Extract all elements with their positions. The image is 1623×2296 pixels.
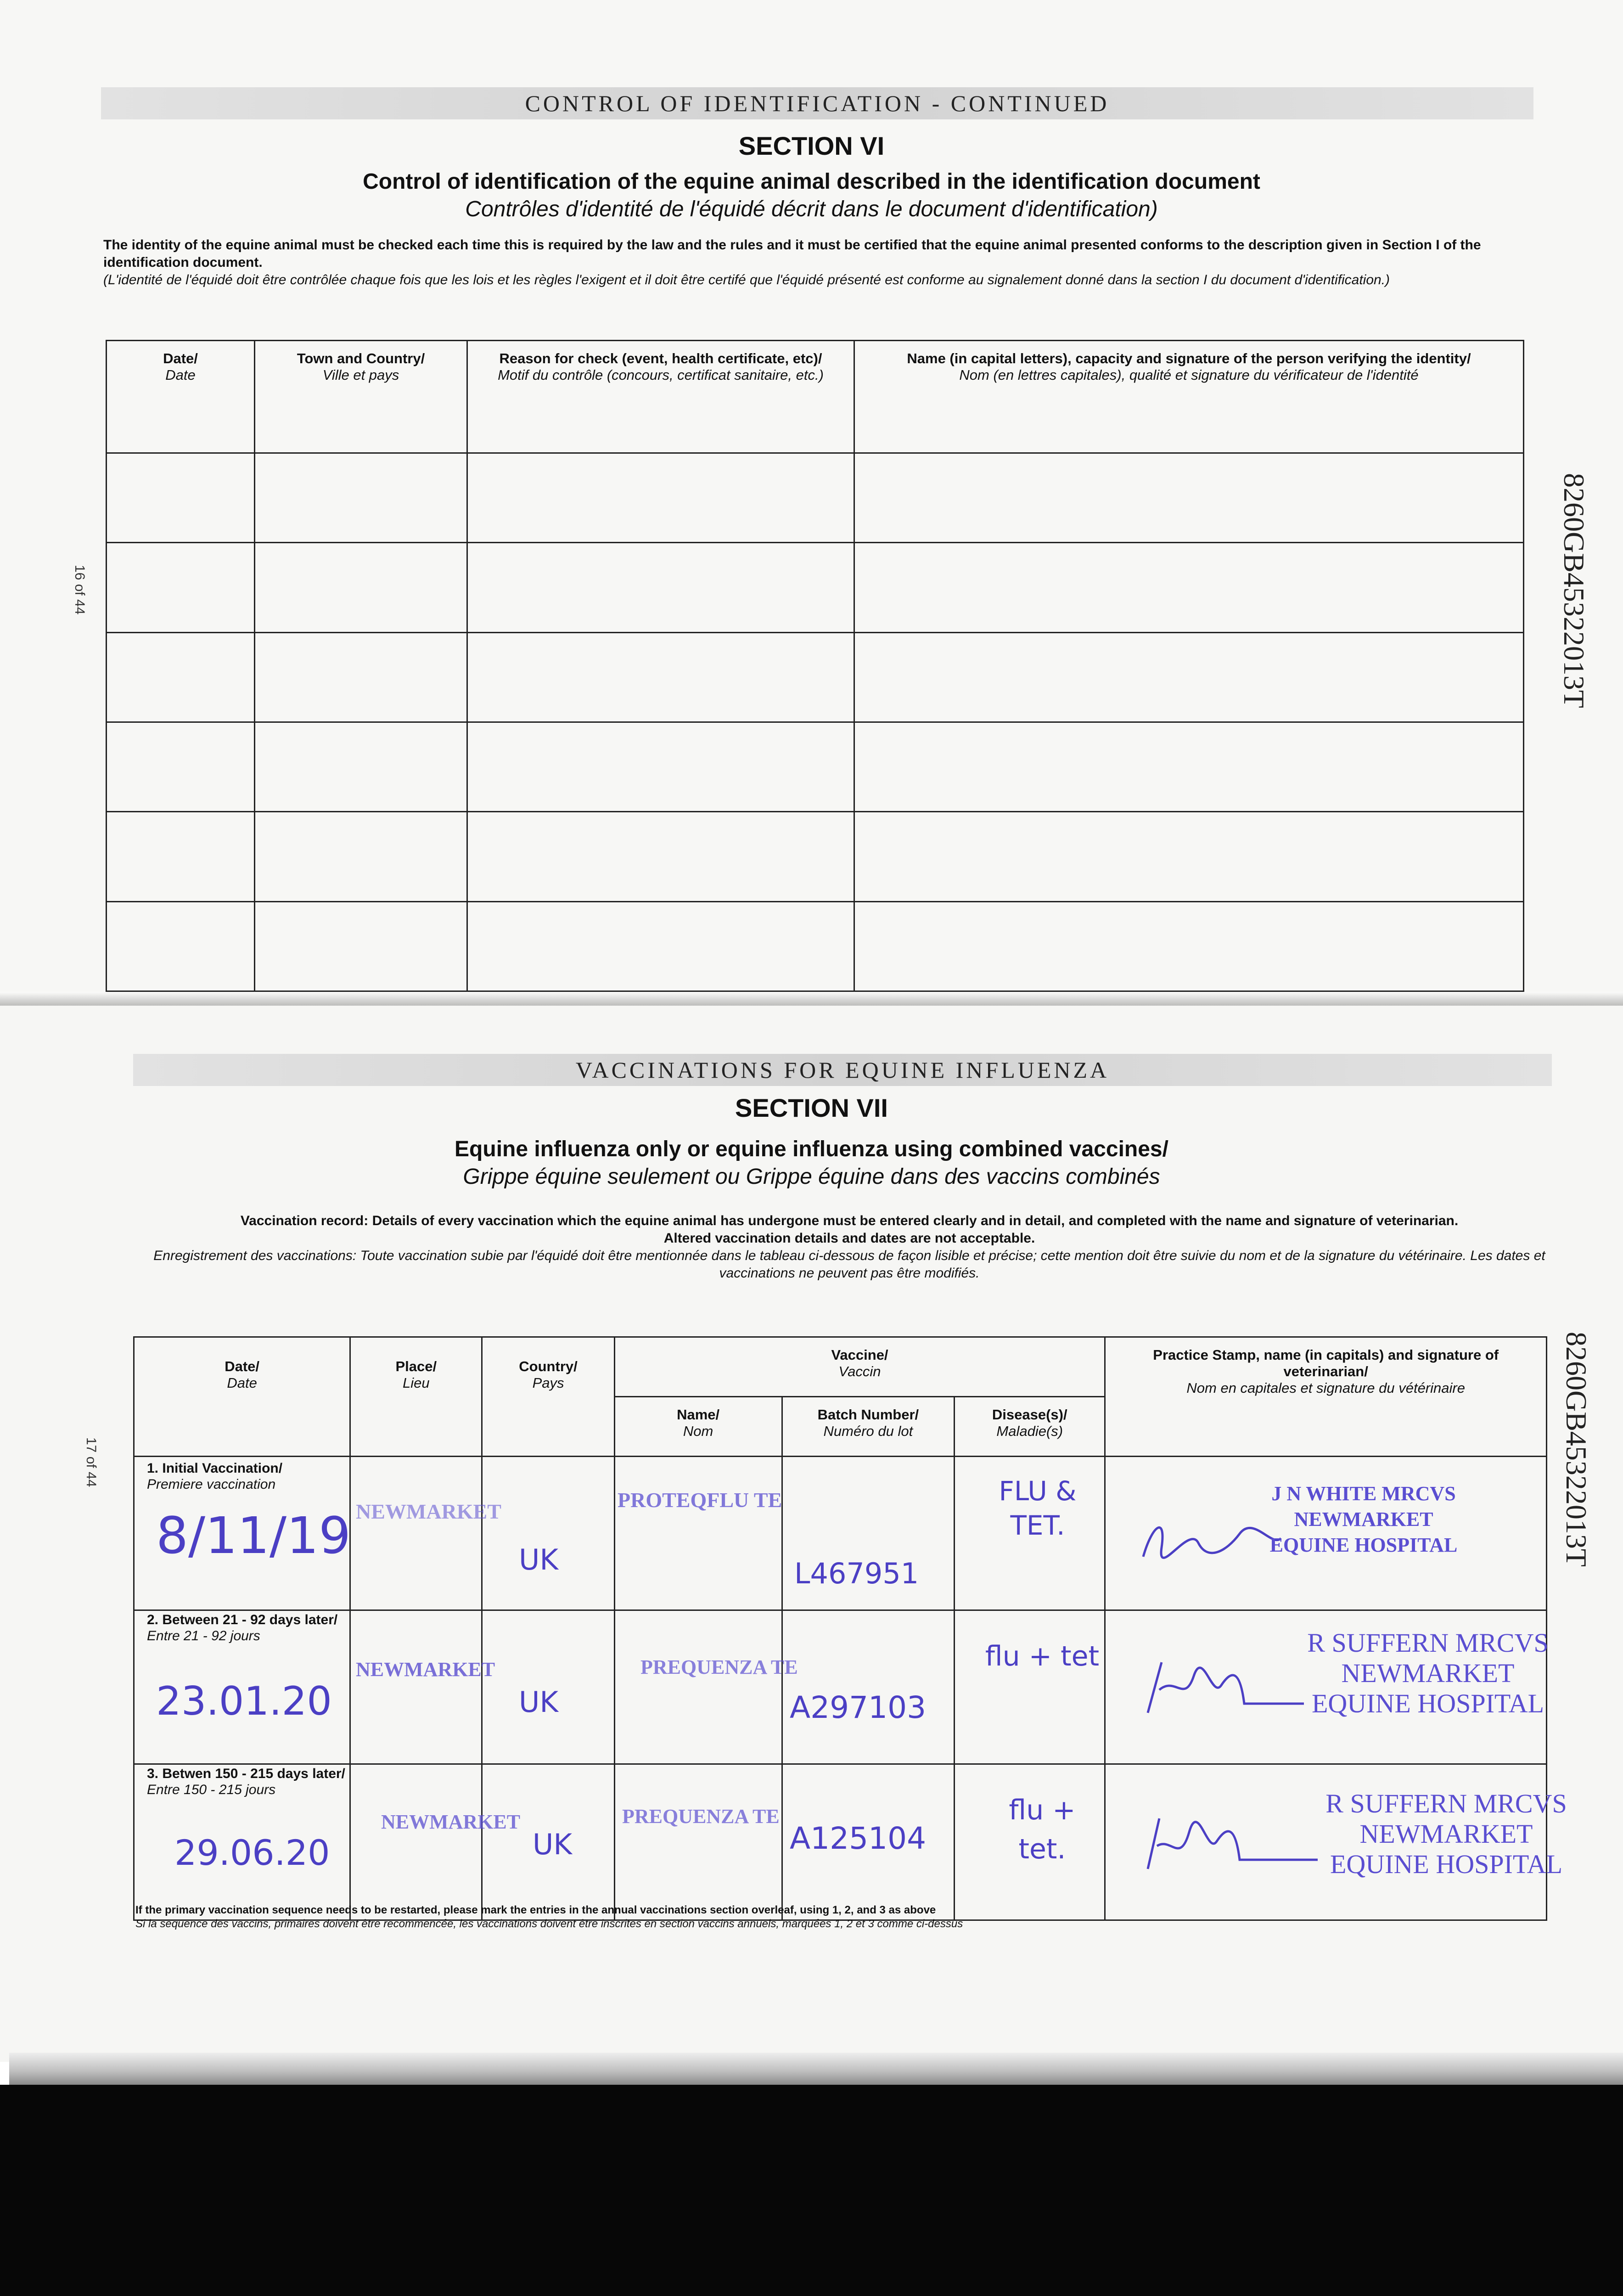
row2-place-stamp: NEWMARKET (356, 1658, 495, 1681)
restart-footnote: If the primary vaccination sequence needs to be restarted, please mark the entries in the annual vaccinations section overleaf, using 1, 2, and 3 as above Si la sequence des vaccins, primaires doivent être recommencée, les vaccinations doivent être inscrites en section vaccins annuels, marquées 1, 2 et 3 comme ci-dessus (135, 1904, 963, 1930)
row1-label: 1. Initial Vaccination/ Premiere vaccination (147, 1461, 283, 1492)
row1-date: 8/11/19 (156, 1506, 351, 1565)
row2-signature (1134, 1649, 1309, 1722)
row3-label: 3. Betwen 150 - 215 days later/ Entre 150 - 215 jours (147, 1766, 345, 1797)
section-vi-banner: CONTROL OF IDENTIFICATION - CONTINUED (101, 87, 1533, 119)
row3-vaccine-stamp: PREQUENZA TE (622, 1805, 780, 1828)
row3-place-stamp: NEWMARKET (381, 1811, 521, 1833)
scanner-background (0, 2085, 1623, 2296)
vcol-place: Place/ Lieu (350, 1337, 482, 1457)
row2-vaccine-stamp: PREQUENZA TE (640, 1656, 798, 1678)
table-row (107, 812, 1524, 901)
col-reason: Reason for check (event, health certificate, etc)/ Motif du contrôle (concours, certificat sanitaire, etc.) (467, 341, 854, 453)
row1-batch: L467951 (794, 1557, 919, 1590)
record-en2: Altered vaccination details and dates are not acceptable. (663, 1231, 1035, 1246)
row1-country: UK (519, 1543, 559, 1576)
instruction-fr: (L'identité de l'équidé doit être contrôlée chaque fois que les lois et les règles l'exigent et il doit être certifé que l'équidé présenté est conforme au signalement donné dans la section I du document d'identification.) (103, 272, 1390, 287)
instruction-en: The identity of the equine animal must be checked each time this is required by the law and the rules and it must be certified that the equine animal presented conforms to the description given in Section I of the identification document. (103, 237, 1481, 270)
vaccination-record-instructions (138, 1212, 1561, 1282)
record-label: Vaccination record: (240, 1213, 369, 1228)
row2-country: UK (519, 1685, 559, 1719)
col-date: Date/ Date (107, 341, 255, 453)
vcol-vaccine: Vaccine/ Vaccin (614, 1337, 1105, 1397)
row3-vet-stamp: R SUFFERN MRCVS NEWMARKET EQUINE HOSPITAL (1325, 1789, 1567, 1879)
page-number-lower: 17 of 44 (84, 1437, 99, 1487)
identification-check-table (106, 340, 1524, 992)
row1-disease: FLU & TET. (999, 1475, 1077, 1541)
passport-number-lower: 8260GB45322013T (1560, 1332, 1593, 1567)
row1-vet-stamp: J N WHITE MRCVS NEWMARKET EQUINE HOSPITAL (1269, 1482, 1458, 1556)
section-vi-subtitle-en: Control of identification of the equine animal described in the identification document (363, 169, 1260, 194)
vcol-country: Country/ Pays (482, 1337, 614, 1457)
section-vi-instructions (103, 236, 1508, 289)
upper-page (0, 0, 1623, 1006)
row3-country: UK (533, 1828, 573, 1861)
row2-label: 2. Between 21 - 92 days later/ Entre 21 - 92 jours (147, 1612, 338, 1643)
section-vii-banner: VACCINATIONS FOR EQUINE INFLUENZA (133, 1054, 1552, 1086)
row3-disease: flu + tet. (1009, 1794, 1076, 1865)
row2-disease: flu + tet (985, 1640, 1100, 1672)
table-row (107, 901, 1524, 991)
vcol-vaccine-name: Name/ Nom (614, 1397, 782, 1457)
row1-vaccine-stamp: PROTEQFLU TE (618, 1488, 782, 1512)
vcol-batch: Batch Number/ Numéro du lot (782, 1397, 955, 1457)
table-row (107, 632, 1524, 722)
section-vii-subtitle-en: Equine influenza only or equine influenza using combined vaccines/ (455, 1137, 1168, 1161)
row2-batch: A297103 (790, 1690, 927, 1725)
col-town-country: Town and Country/ Ville et pays (255, 341, 467, 453)
passport-number-upper: 8260GB45322013T (1558, 473, 1590, 708)
section-vi-title: SECTION VI (738, 131, 885, 160)
row3-signature (1134, 1805, 1327, 1878)
page-number-upper: 16 of 44 (72, 565, 87, 615)
record-fr-label: Enregistrement des vaccinations: (153, 1248, 357, 1263)
record-en: Details of every vaccination which the equine animal has undergone must be entered clearly and in detail, and completed with the name and signature of veterinarian. (372, 1213, 1459, 1228)
vcol-date: Date/ Date (134, 1337, 350, 1457)
lower-page (0, 1006, 1623, 2062)
row1-place-stamp: NEWMARKET (356, 1500, 501, 1523)
table-row (107, 543, 1524, 632)
col-verifier: Name (in capital letters), capacity and signature of the person verifying the identity/ Nom (en lettres capitales), qualité et signature du vérificateur de l'identité (854, 341, 1524, 453)
section-vi-subtitle-fr: Contrôles d'identité de l'équidé décrit dans le document d'identification) (465, 197, 1158, 221)
record-fr: Toute vaccination subie par l'équidé doit être mentionnée dans le tableau ci-dessous de façon lisible et précise; cette mention doit être suivie du nom et de la signature du vétérinaire. Les dates et vaccinations ne peuvent pas être modifiés. (360, 1248, 1545, 1281)
row2-vet-stamp: R SUFFERN MRCVS NEWMARKET EQUINE HOSPITAL (1307, 1628, 1549, 1718)
section-vii-title: SECTION VII (735, 1093, 888, 1122)
row3-batch: A125104 (790, 1821, 927, 1856)
vcol-disease: Disease(s)/ Maladie(s) (955, 1397, 1105, 1457)
table-row (107, 453, 1524, 543)
vcol-practice: Practice Stamp, name (in capitals) and signature of veterinarian/ Nom en capitales et signature du vétérinaire (1105, 1337, 1547, 1457)
section-vii-subtitle-fr: Grippe équine seulement ou Grippe équine dans des vaccins combinés (463, 1165, 1160, 1189)
table-row (107, 722, 1524, 811)
row3-date: 29.06.20 (174, 1832, 330, 1873)
book-binding-edge (9, 2053, 1623, 2085)
row2-date: 23.01.20 (156, 1678, 332, 1724)
